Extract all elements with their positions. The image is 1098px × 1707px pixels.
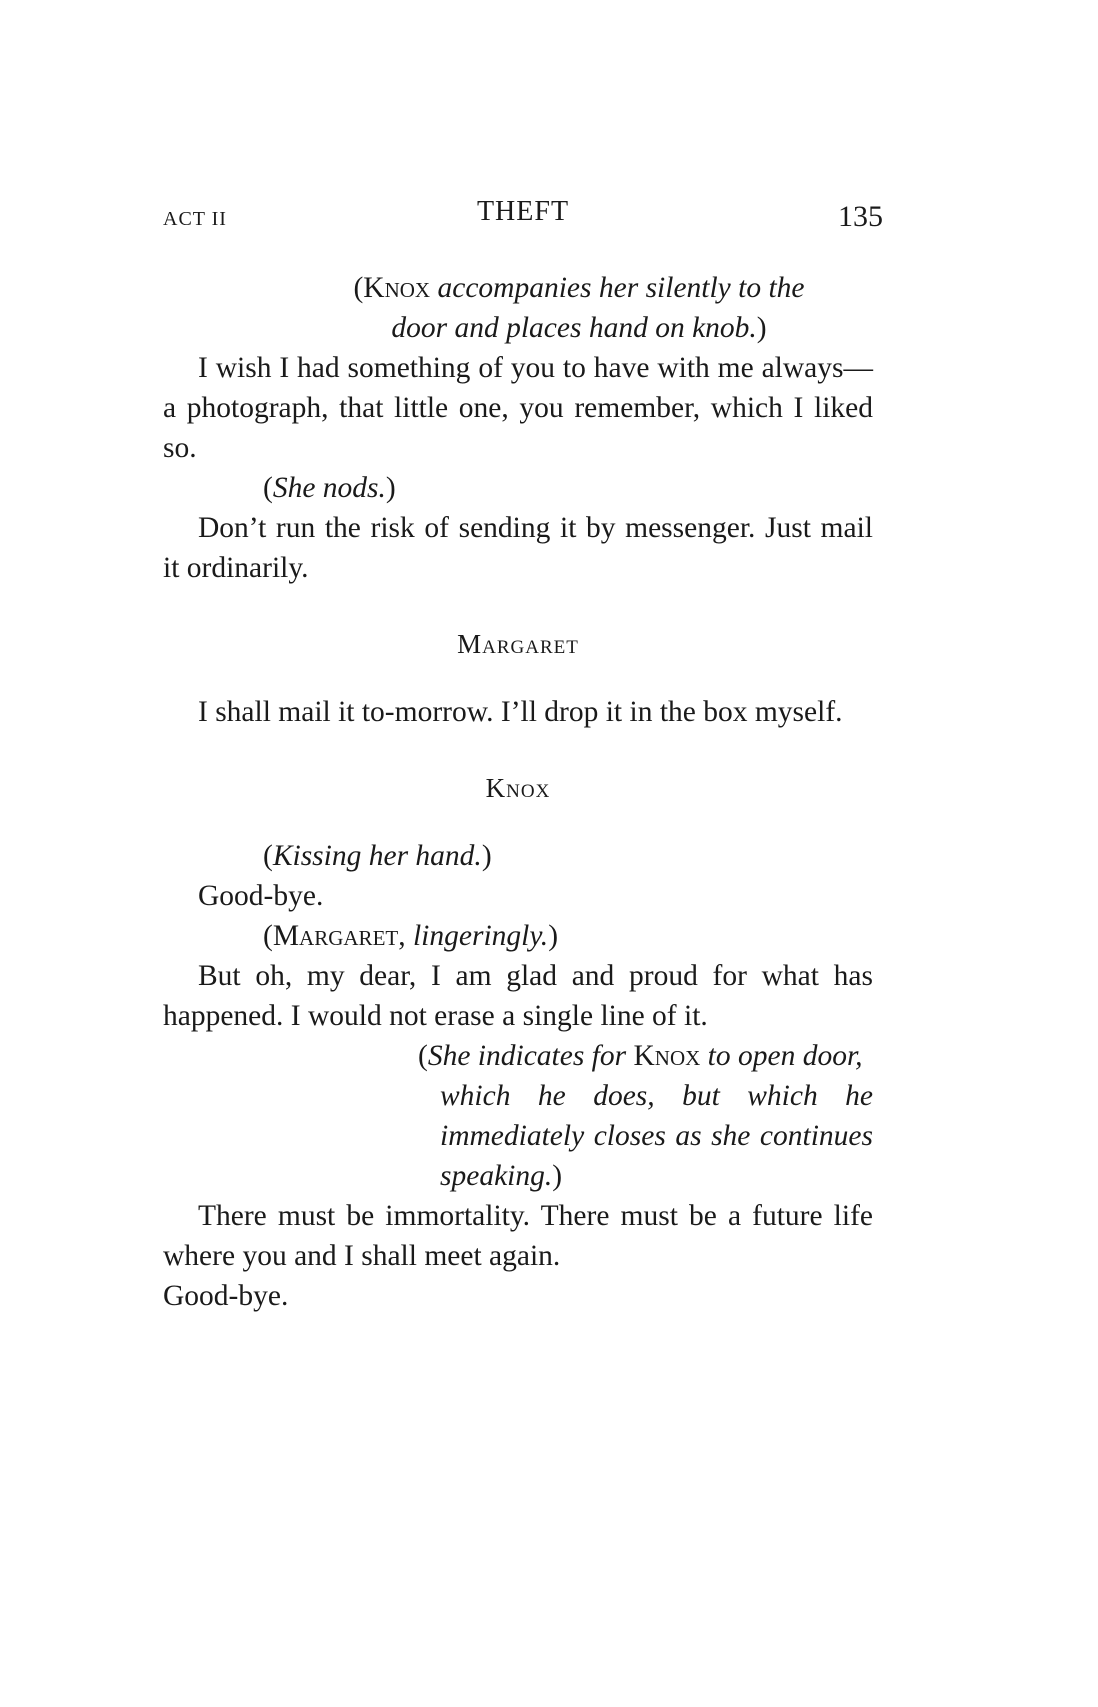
stage-direction: (She indicates for Knox to open door, which he does, but which he immediately closes as she continues speaking.) bbox=[418, 1040, 873, 1192]
dialogue-line: I shall mail it to-morrow. I’ll drop it in the box myself. bbox=[198, 696, 843, 728]
dialogue-line: There must be immortality. There must be a future life where you and I shall meet again. bbox=[163, 1200, 873, 1272]
dialogue-line: I wish I had something of you to have with me always—a photograph, that little one, you remember, which I liked so. bbox=[163, 352, 873, 464]
dialogue-line: Don’t run the risk of sending it by messenger. Just mail it ordinarily. bbox=[163, 512, 873, 584]
character-name: Margaret, bbox=[272, 920, 406, 952]
running-header bbox=[163, 196, 883, 246]
stage-direction: (Margaret, lingeringly.) bbox=[263, 920, 559, 952]
speaker-name: Margaret bbox=[457, 629, 579, 659]
play-text bbox=[163, 268, 873, 1316]
page-number: 135 bbox=[838, 200, 883, 233]
act-label: ACT II bbox=[163, 208, 227, 230]
dialogue-line: But oh, my dear, I am glad and proud for what has happened. I would not erase a single line of it. bbox=[163, 960, 873, 1032]
character-name: Knox bbox=[363, 272, 431, 304]
stage-direction: (Knox accompanies her silently to the door and places hand on knob.) bbox=[353, 272, 805, 344]
page-title: THEFT bbox=[476, 196, 570, 227]
stage-direction: (Kissing her hand.) bbox=[263, 840, 492, 872]
character-name: Knox bbox=[633, 1040, 701, 1072]
speaker-name: Knox bbox=[485, 773, 551, 803]
dialogue-line: Good-bye. bbox=[198, 880, 324, 912]
dialogue-line: Good-bye. bbox=[163, 1280, 289, 1312]
stage-direction: (She nods.) bbox=[263, 472, 396, 504]
